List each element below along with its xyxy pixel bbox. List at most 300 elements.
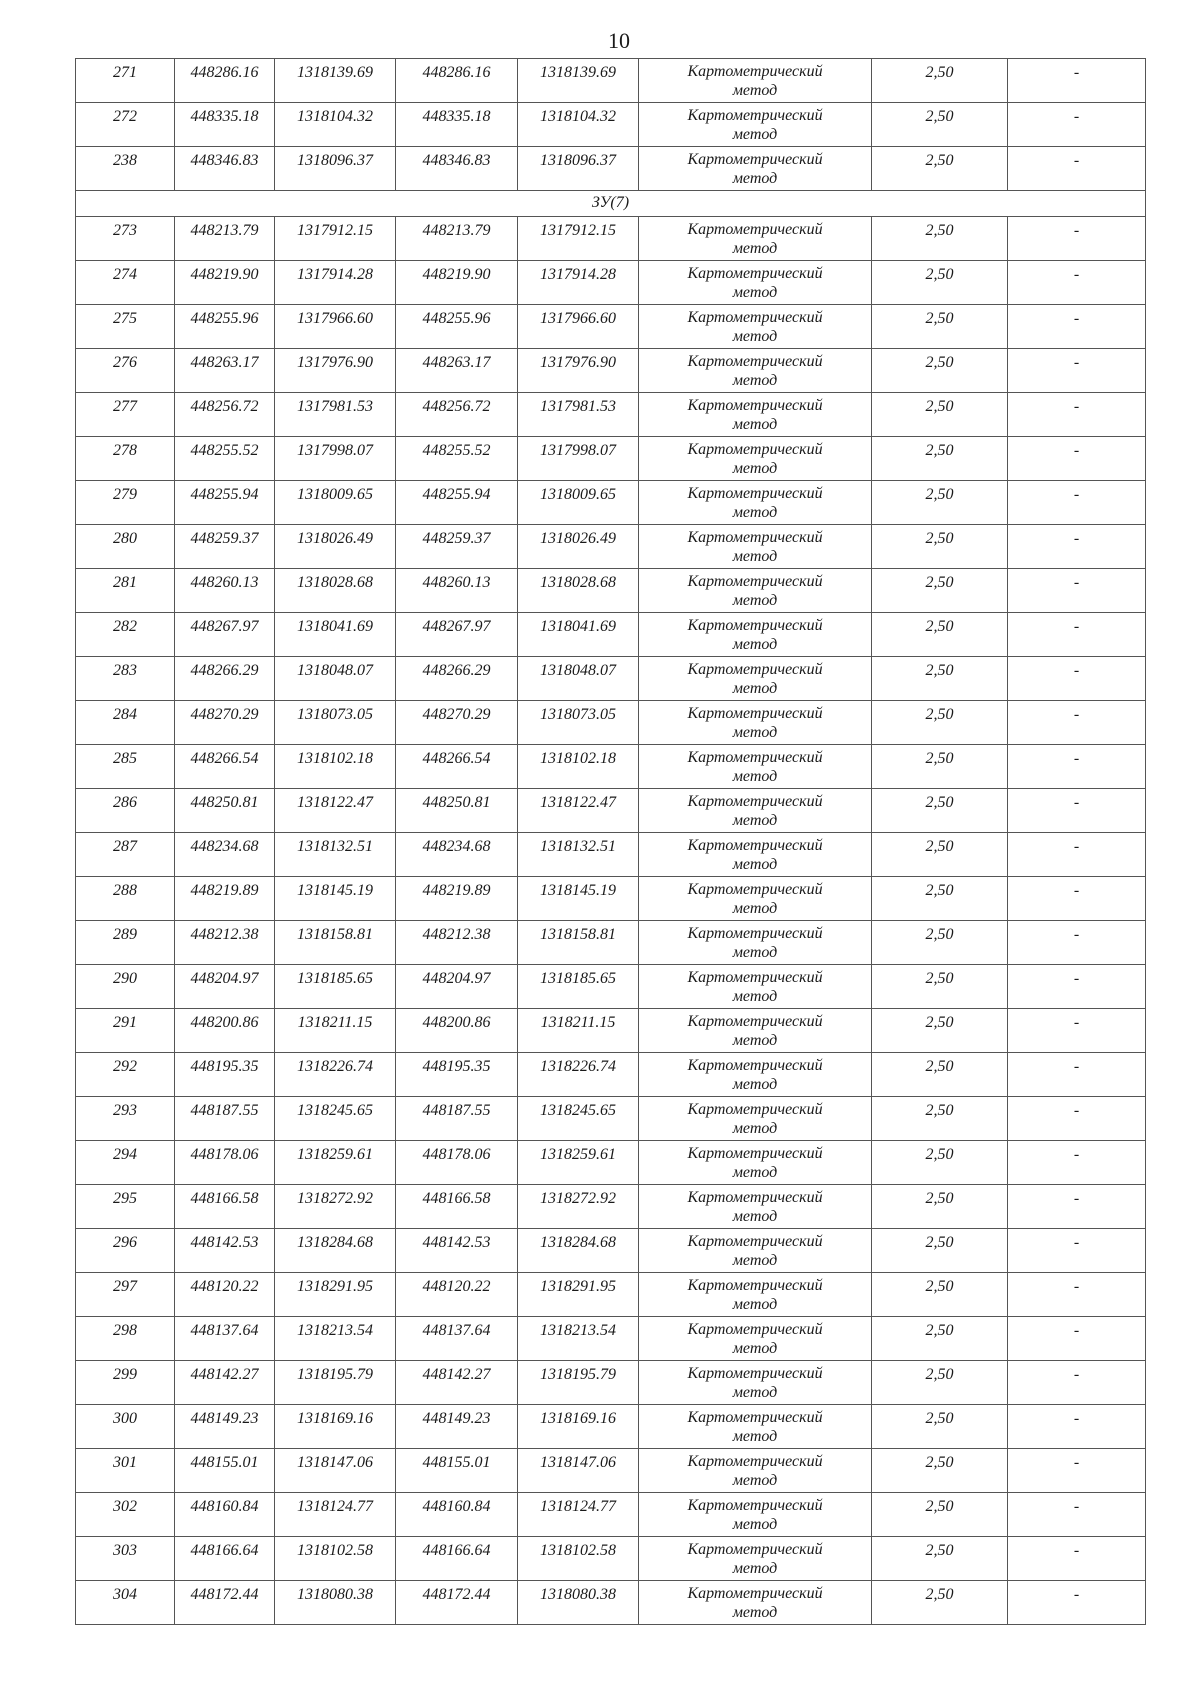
table-row	[76, 217, 1146, 261]
table-row	[76, 1273, 1146, 1317]
method-line: Картометрический	[687, 441, 823, 458]
cell-x-new: 448142.53	[396, 1229, 518, 1273]
cell-x-new: 448195.35	[396, 1053, 518, 1097]
cell-x-existing: 448213.79	[175, 217, 275, 261]
cell-y-existing: 1318048.07	[275, 657, 396, 701]
cell-x-existing: 448137.64	[175, 1317, 275, 1361]
cell-y-existing: 1318028.68	[275, 569, 396, 613]
cell-y-existing: 1317998.07	[275, 437, 396, 481]
cell-description: -	[1008, 569, 1146, 613]
cell-method	[639, 261, 872, 305]
cell-y-existing: 1317966.60	[275, 305, 396, 349]
table-row	[76, 701, 1146, 745]
method-line: Картометрический	[687, 265, 823, 282]
cell-point-number: 293	[76, 1097, 175, 1141]
cell-x-existing: 448335.18	[175, 103, 275, 147]
cell-accuracy: 2,50	[872, 1537, 1008, 1581]
table-row	[76, 1361, 1146, 1405]
cell-x-new: 448187.55	[396, 1097, 518, 1141]
method-line: метод	[732, 1296, 778, 1313]
cell-y-new: 1317981.53	[518, 393, 639, 437]
cell-accuracy: 2,50	[872, 1185, 1008, 1229]
cell-method	[639, 1449, 872, 1493]
table-row	[76, 305, 1146, 349]
table-row	[76, 59, 1146, 103]
cell-x-existing: 448166.64	[175, 1537, 275, 1581]
cell-description: -	[1008, 1493, 1146, 1537]
cell-description: -	[1008, 701, 1146, 745]
cell-y-existing: 1318009.65	[275, 481, 396, 525]
method-line: метод	[732, 460, 778, 477]
cell-point-number: 276	[76, 349, 175, 393]
cell-point-number: 285	[76, 745, 175, 789]
cell-y-existing: 1318245.65	[275, 1097, 396, 1141]
cell-point-number: 271	[76, 59, 175, 103]
cell-description: -	[1008, 1009, 1146, 1053]
cell-point-number: 280	[76, 525, 175, 569]
method-line: Картометрический	[687, 1145, 823, 1162]
cell-method	[639, 701, 872, 745]
cell-x-new: 448212.38	[396, 921, 518, 965]
cell-y-new: 1318147.06	[518, 1449, 639, 1493]
cell-x-existing: 448178.06	[175, 1141, 275, 1185]
cell-description: -	[1008, 1449, 1146, 1493]
cell-point-number: 279	[76, 481, 175, 525]
cell-x-existing: 448234.68	[175, 833, 275, 877]
table-row	[76, 393, 1146, 437]
method-line: метод	[732, 1428, 778, 1445]
cell-y-existing: 1318291.95	[275, 1273, 396, 1317]
cell-y-existing: 1318147.06	[275, 1449, 396, 1493]
cell-x-existing: 448195.35	[175, 1053, 275, 1097]
method-line: метод	[732, 1384, 778, 1401]
cell-x-existing: 448172.44	[175, 1581, 275, 1625]
cell-x-existing: 448259.37	[175, 525, 275, 569]
cell-y-new: 1318213.54	[518, 1317, 639, 1361]
cell-x-existing: 448155.01	[175, 1449, 275, 1493]
cell-x-new: 448142.27	[396, 1361, 518, 1405]
cell-x-new: 448335.18	[396, 103, 518, 147]
cell-method	[639, 1581, 872, 1625]
cell-y-new: 1318291.95	[518, 1273, 639, 1317]
cell-description: -	[1008, 921, 1146, 965]
method-line: Картометрический	[687, 793, 823, 810]
method-line: метод	[732, 1340, 778, 1357]
table-row	[76, 1493, 1146, 1537]
method-line: метод	[732, 1560, 778, 1577]
cell-method	[639, 877, 872, 921]
cell-x-existing: 448255.96	[175, 305, 275, 349]
cell-method	[639, 965, 872, 1009]
cell-accuracy: 2,50	[872, 833, 1008, 877]
table-row	[76, 1449, 1146, 1493]
cell-y-new: 1317976.90	[518, 349, 639, 393]
cell-point-number: 282	[76, 613, 175, 657]
method-line: метод	[732, 592, 778, 609]
cell-description: -	[1008, 789, 1146, 833]
cell-point-number: 287	[76, 833, 175, 877]
cell-x-existing: 448255.52	[175, 437, 275, 481]
method-line: Картометрический	[687, 749, 823, 766]
cell-y-new: 1318226.74	[518, 1053, 639, 1097]
cell-x-new: 448155.01	[396, 1449, 518, 1493]
cell-accuracy: 2,50	[872, 613, 1008, 657]
cell-y-existing: 1318122.47	[275, 789, 396, 833]
method-line: метод	[732, 1604, 778, 1621]
cell-method	[639, 1361, 872, 1405]
method-line: Картометрический	[687, 881, 823, 898]
method-line: Картометрический	[687, 1321, 823, 1338]
cell-y-new: 1318158.81	[518, 921, 639, 965]
cell-y-new: 1317966.60	[518, 305, 639, 349]
cell-y-existing: 1318284.68	[275, 1229, 396, 1273]
cell-x-existing: 448255.94	[175, 481, 275, 525]
cell-x-new: 448255.94	[396, 481, 518, 525]
cell-description: -	[1008, 1141, 1146, 1185]
cell-accuracy: 2,50	[872, 1493, 1008, 1537]
cell-y-new: 1318028.68	[518, 569, 639, 613]
cell-y-existing: 1317976.90	[275, 349, 396, 393]
cell-point-number: 301	[76, 1449, 175, 1493]
cell-method	[639, 1053, 872, 1097]
cell-y-existing: 1318073.05	[275, 701, 396, 745]
cell-y-new: 1318195.79	[518, 1361, 639, 1405]
cell-point-number: 284	[76, 701, 175, 745]
method-line: Картометрический	[687, 221, 823, 238]
table-row	[76, 1229, 1146, 1273]
cell-x-new: 448219.89	[396, 877, 518, 921]
cell-x-new: 448250.81	[396, 789, 518, 833]
cell-method	[639, 59, 872, 103]
method-line: Картометрический	[687, 617, 823, 634]
cell-x-existing: 448286.16	[175, 59, 275, 103]
cell-description: -	[1008, 349, 1146, 393]
cell-description: -	[1008, 1405, 1146, 1449]
cell-x-new: 448120.22	[396, 1273, 518, 1317]
cell-x-new: 448286.16	[396, 59, 518, 103]
cell-x-existing: 448346.83	[175, 147, 275, 191]
cell-accuracy: 2,50	[872, 217, 1008, 261]
cell-description: -	[1008, 965, 1146, 1009]
method-line: метод	[732, 1208, 778, 1225]
cell-x-existing: 448187.55	[175, 1097, 275, 1141]
cell-accuracy: 2,50	[872, 349, 1008, 393]
method-line: метод	[732, 82, 778, 99]
method-line: метод	[732, 372, 778, 389]
method-line: метод	[732, 328, 778, 345]
cell-point-number: 283	[76, 657, 175, 701]
cell-accuracy: 2,50	[872, 789, 1008, 833]
table-row	[76, 1185, 1146, 1229]
cell-x-existing: 448250.81	[175, 789, 275, 833]
cell-x-new: 448263.17	[396, 349, 518, 393]
cell-x-new: 448204.97	[396, 965, 518, 1009]
cell-x-existing: 448266.54	[175, 745, 275, 789]
cell-point-number: 291	[76, 1009, 175, 1053]
method-line: Картометрический	[687, 705, 823, 722]
cell-method	[639, 1537, 872, 1581]
cell-x-new: 448178.06	[396, 1141, 518, 1185]
cell-method	[639, 745, 872, 789]
cell-point-number: 274	[76, 261, 175, 305]
cell-point-number: 275	[76, 305, 175, 349]
cell-point-number: 300	[76, 1405, 175, 1449]
cell-x-new: 448166.58	[396, 1185, 518, 1229]
table-row	[76, 103, 1146, 147]
method-line: метод	[732, 1516, 778, 1533]
table-row	[76, 569, 1146, 613]
cell-description: -	[1008, 305, 1146, 349]
table-row	[76, 1097, 1146, 1141]
cell-method	[639, 613, 872, 657]
cell-y-new: 1318102.18	[518, 745, 639, 789]
cell-description: -	[1008, 613, 1146, 657]
cell-y-new: 1318104.32	[518, 103, 639, 147]
table-row	[76, 1405, 1146, 1449]
cell-accuracy: 2,50	[872, 59, 1008, 103]
cell-y-existing: 1318169.16	[275, 1405, 396, 1449]
cell-y-existing: 1318041.69	[275, 613, 396, 657]
cell-y-existing: 1318124.77	[275, 1493, 396, 1537]
cell-x-existing: 448260.13	[175, 569, 275, 613]
cell-y-existing: 1318211.15	[275, 1009, 396, 1053]
cell-description: -	[1008, 217, 1146, 261]
cell-y-new: 1318284.68	[518, 1229, 639, 1273]
cell-x-new: 448149.23	[396, 1405, 518, 1449]
cell-x-existing: 448219.89	[175, 877, 275, 921]
cell-point-number: 296	[76, 1229, 175, 1273]
cell-x-existing: 448200.86	[175, 1009, 275, 1053]
cell-point-number: 294	[76, 1141, 175, 1185]
cell-y-new: 1318272.92	[518, 1185, 639, 1229]
cell-accuracy: 2,50	[872, 1141, 1008, 1185]
cell-point-number: 290	[76, 965, 175, 1009]
method-line: метод	[732, 504, 778, 521]
cell-description: -	[1008, 481, 1146, 525]
cell-accuracy: 2,50	[872, 525, 1008, 569]
method-line: Картометрический	[687, 573, 823, 590]
cell-point-number: 273	[76, 217, 175, 261]
cell-accuracy: 2,50	[872, 1449, 1008, 1493]
cell-point-number: 281	[76, 569, 175, 613]
cell-method	[639, 1317, 872, 1361]
cell-x-new: 448160.84	[396, 1493, 518, 1537]
cell-method	[639, 1185, 872, 1229]
cell-y-existing: 1318096.37	[275, 147, 396, 191]
table-row	[76, 613, 1146, 657]
cell-y-existing: 1318226.74	[275, 1053, 396, 1097]
cell-y-existing: 1318132.51	[275, 833, 396, 877]
cell-y-existing: 1318213.54	[275, 1317, 396, 1361]
cell-point-number: 272	[76, 103, 175, 147]
section-label: ЗУ(7)	[76, 191, 1146, 217]
method-line: Картометрический	[687, 1057, 823, 1074]
method-line: Картометрический	[687, 1277, 823, 1294]
cell-x-new: 448266.29	[396, 657, 518, 701]
cell-description: -	[1008, 1053, 1146, 1097]
method-line: метод	[732, 126, 778, 143]
cell-y-existing: 1317914.28	[275, 261, 396, 305]
method-line: метод	[732, 284, 778, 301]
cell-x-new: 448260.13	[396, 569, 518, 613]
cell-x-new: 448219.90	[396, 261, 518, 305]
method-line: Картометрический	[687, 107, 823, 124]
cell-x-existing: 448120.22	[175, 1273, 275, 1317]
cell-description: -	[1008, 393, 1146, 437]
cell-accuracy: 2,50	[872, 437, 1008, 481]
table-row	[76, 349, 1146, 393]
method-line: метод	[732, 416, 778, 433]
cell-description: -	[1008, 833, 1146, 877]
cell-method	[639, 437, 872, 481]
method-line: метод	[732, 680, 778, 697]
cell-x-existing: 448160.84	[175, 1493, 275, 1537]
cell-x-new: 448255.52	[396, 437, 518, 481]
cell-accuracy: 2,50	[872, 1273, 1008, 1317]
cell-point-number: 297	[76, 1273, 175, 1317]
method-line: Картометрический	[687, 1497, 823, 1514]
cell-x-new: 448256.72	[396, 393, 518, 437]
cell-description: -	[1008, 1273, 1146, 1317]
cell-method	[639, 1493, 872, 1537]
cell-x-existing: 448256.72	[175, 393, 275, 437]
cell-accuracy: 2,50	[872, 745, 1008, 789]
cell-x-new: 448255.96	[396, 305, 518, 349]
method-line: метод	[732, 988, 778, 1005]
method-line: метод	[732, 636, 778, 653]
cell-point-number: 238	[76, 147, 175, 191]
cell-method	[639, 921, 872, 965]
cell-description: -	[1008, 657, 1146, 701]
table-row	[76, 525, 1146, 569]
cell-y-existing: 1318272.92	[275, 1185, 396, 1229]
cell-description: -	[1008, 877, 1146, 921]
cell-y-new: 1318259.61	[518, 1141, 639, 1185]
table-row	[76, 1053, 1146, 1097]
cell-x-new: 448267.97	[396, 613, 518, 657]
coordinates-table	[75, 58, 1146, 1625]
cell-y-existing: 1318102.18	[275, 745, 396, 789]
table-row	[76, 965, 1146, 1009]
cell-description: -	[1008, 437, 1146, 481]
method-line: Картометрический	[687, 661, 823, 678]
cell-point-number: 298	[76, 1317, 175, 1361]
cell-x-existing: 448266.29	[175, 657, 275, 701]
table-row	[76, 789, 1146, 833]
cell-accuracy: 2,50	[872, 569, 1008, 613]
cell-description: -	[1008, 1581, 1146, 1625]
method-line: Картометрический	[687, 529, 823, 546]
cell-accuracy: 2,50	[872, 1009, 1008, 1053]
cell-y-existing: 1318104.32	[275, 103, 396, 147]
cell-y-existing: 1318026.49	[275, 525, 396, 569]
cell-point-number: 277	[76, 393, 175, 437]
table-row	[76, 1141, 1146, 1185]
cell-y-existing: 1318102.58	[275, 1537, 396, 1581]
method-line: Картометрический	[687, 1585, 823, 1602]
method-line: метод	[732, 856, 778, 873]
method-line: Картометрический	[687, 1189, 823, 1206]
cell-y-new: 1318132.51	[518, 833, 639, 877]
cell-accuracy: 2,50	[872, 921, 1008, 965]
method-line: метод	[732, 768, 778, 785]
cell-y-new: 1318048.07	[518, 657, 639, 701]
cell-y-existing: 1318080.38	[275, 1581, 396, 1625]
cell-y-new: 1318185.65	[518, 965, 639, 1009]
method-line: Картометрический	[687, 397, 823, 414]
cell-description: -	[1008, 525, 1146, 569]
method-line: метод	[732, 944, 778, 961]
cell-x-new: 448172.44	[396, 1581, 518, 1625]
cell-y-existing: 1318195.79	[275, 1361, 396, 1405]
cell-accuracy: 2,50	[872, 261, 1008, 305]
method-line: Картометрический	[687, 309, 823, 326]
method-line: метод	[732, 1472, 778, 1489]
page-number: 10	[608, 28, 630, 53]
cell-method	[639, 1229, 872, 1273]
cell-description: -	[1008, 1229, 1146, 1273]
cell-accuracy: 2,50	[872, 147, 1008, 191]
cell-x-new: 448346.83	[396, 147, 518, 191]
cell-description: -	[1008, 147, 1146, 191]
cell-accuracy: 2,50	[872, 657, 1008, 701]
cell-x-existing: 448204.97	[175, 965, 275, 1009]
cell-y-new: 1318080.38	[518, 1581, 639, 1625]
method-line: Картометрический	[687, 1365, 823, 1382]
method-line: метод	[732, 724, 778, 741]
cell-method	[639, 1405, 872, 1449]
cell-y-new: 1317998.07	[518, 437, 639, 481]
table-row	[76, 261, 1146, 305]
cell-method	[639, 569, 872, 613]
method-line: метод	[732, 1120, 778, 1137]
cell-accuracy: 2,50	[872, 1581, 1008, 1625]
cell-point-number: 289	[76, 921, 175, 965]
cell-accuracy: 2,50	[872, 1405, 1008, 1449]
cell-y-new: 1318169.16	[518, 1405, 639, 1449]
cell-y-new: 1318145.19	[518, 877, 639, 921]
cell-x-new: 448213.79	[396, 217, 518, 261]
cell-point-number: 295	[76, 1185, 175, 1229]
table-row	[76, 745, 1146, 789]
cell-x-existing: 448142.53	[175, 1229, 275, 1273]
cell-accuracy: 2,50	[872, 1317, 1008, 1361]
table-row	[76, 1317, 1146, 1361]
method-line: Картометрический	[687, 1453, 823, 1470]
method-line: метод	[732, 1164, 778, 1181]
table-row	[76, 481, 1146, 525]
cell-accuracy: 2,50	[872, 1229, 1008, 1273]
cell-y-new: 1318139.69	[518, 59, 639, 103]
method-line: Картометрический	[687, 925, 823, 942]
cell-x-new: 448270.29	[396, 701, 518, 745]
cell-point-number: 278	[76, 437, 175, 481]
method-line: метод	[732, 1252, 778, 1269]
cell-y-new: 1318026.49	[518, 525, 639, 569]
section-row	[76, 191, 1146, 217]
cell-method	[639, 657, 872, 701]
cell-method	[639, 789, 872, 833]
cell-description: -	[1008, 1097, 1146, 1141]
cell-y-existing: 1318158.81	[275, 921, 396, 965]
cell-y-new: 1318124.77	[518, 1493, 639, 1537]
cell-x-existing: 448270.29	[175, 701, 275, 745]
method-line: Картометрический	[687, 1409, 823, 1426]
table-row	[76, 877, 1146, 921]
cell-x-new: 448166.64	[396, 1537, 518, 1581]
cell-y-existing: 1318139.69	[275, 59, 396, 103]
cell-x-existing: 448212.38	[175, 921, 275, 965]
